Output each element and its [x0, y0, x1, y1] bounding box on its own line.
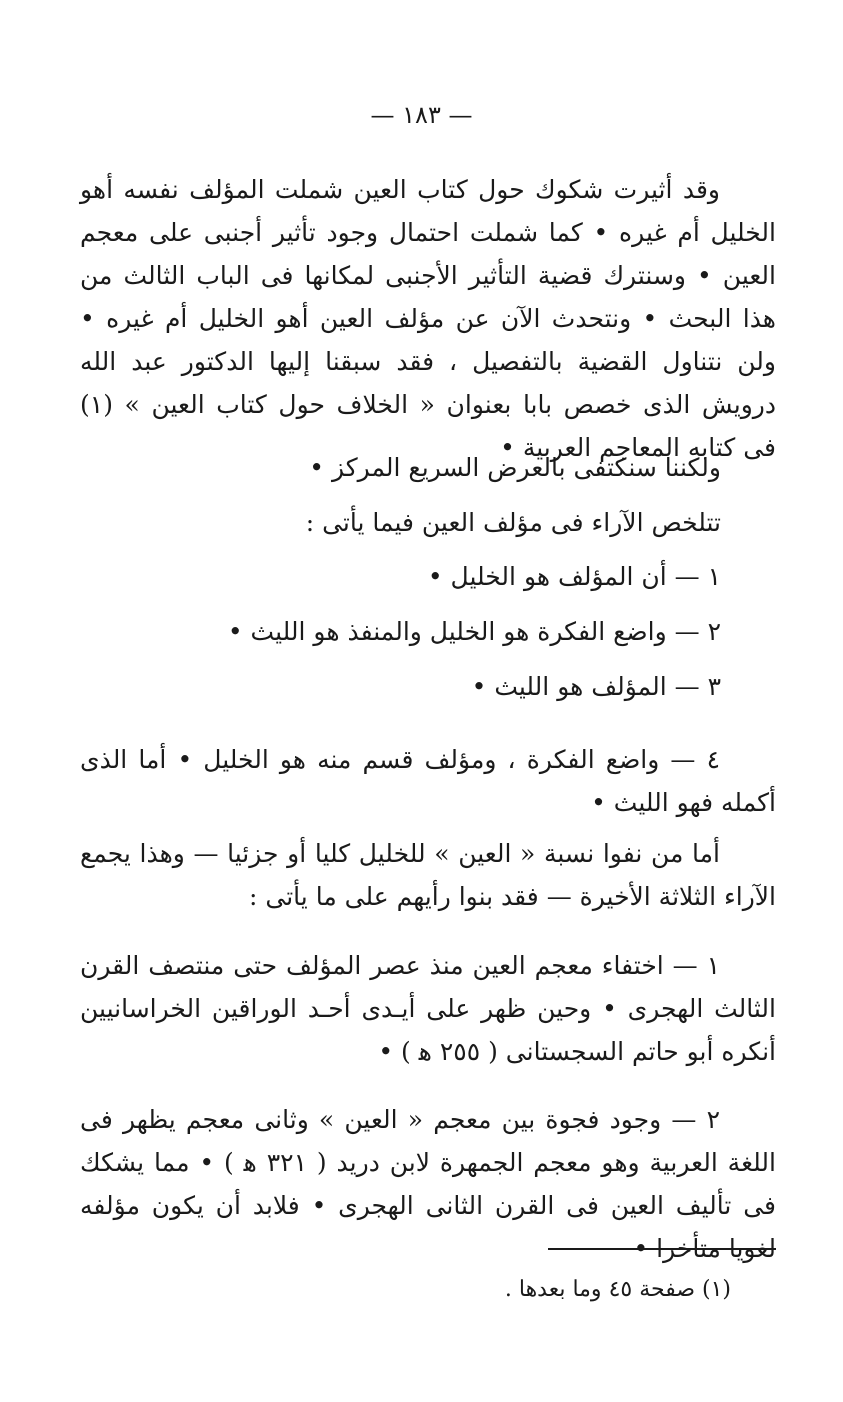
opinion-item-4 [80, 738, 776, 824]
opinion-item-1: ١ — أن المؤلف هو الخليل • [427, 562, 721, 591]
footnote: (١) صفحة ٤٥ وما بعدها . [504, 1277, 731, 1302]
intro-paragraph [80, 168, 776, 469]
opinion-item-3: ٣ — المؤلف هو الليث • [471, 672, 721, 701]
brief-review-sentence: ولكننا سنكتفى بالعرض السريع المركز • [309, 453, 721, 482]
paragraph-text: وقد أثيرت شكوك حول كتاب العين شملت المؤلف نفسه أهو الخليل أم غيره • كما شملت احتمال وجود تأثير أجنبى على معجم العين • وسنترك قضية التأثير الأجنبى لمكانها فى الباب الثالث من هذا البحث • ونتحدث الآن عن مؤلف العين أهو الخليل أم غيره • ولن نتناول القضية بالتفصيل ، فقد سبقنا إليها الدكتور عبد الله درويش الذى خصص بابا بعنوان « الخلاف حول كتاب العين » (١) فى كتابه المعاجم العربية • [80, 175, 776, 462]
opinion-item-4-text: ٤ — واضع الفكرة ، ومؤلف قسم منه هو الخليل • أما الذى أكمله فهو الليث • [80, 745, 776, 817]
page-number: — ١٨٣ — [370, 101, 473, 129]
opinion-item-2: ٢ — واضع الفكرة هو الخليل والمنفذ هو الليث • [227, 617, 721, 646]
deniers-paragraph [80, 832, 776, 918]
paragraph-text: أما من نفوا نسبة « العين » للخليل كليا أو جزئيا — وهذا يجمع الآراء الثلاثة الأخيرة — فقد بنوا رأيهم على ما يأتى : [80, 839, 776, 911]
footnote-divider [548, 1248, 776, 1250]
opinions-intro-sentence: تتلخص الآراء فى مؤلف العين فيما يأتى : [305, 508, 721, 537]
argument-item-2-text: ٢ — وجود فجوة بين معجم « العين » وثانى معجم يظهر فى اللغة العربية وهو معجم الجمهرة لابن دريد ( ٣٢١ ﻫ ) • مما يشكك فى تأليف العين فى القرن الثانى الهجرى • فلابد أن يكون مؤلفه لغويا متأخرا • [80, 1105, 776, 1263]
argument-item-1-text: ١ — اختفاء معجم العين منذ عصر المؤلف حتى منتصف القرن الثالث الهجرى • وحين ظهر على أيـدى أحـد الوراقين الخراسانيين أنكره أبو حاتم السجستانى ( ٢٥٥ ﻫ ) • [80, 951, 776, 1066]
argument-item-2 [80, 1098, 776, 1270]
argument-item-1 [80, 944, 776, 1073]
